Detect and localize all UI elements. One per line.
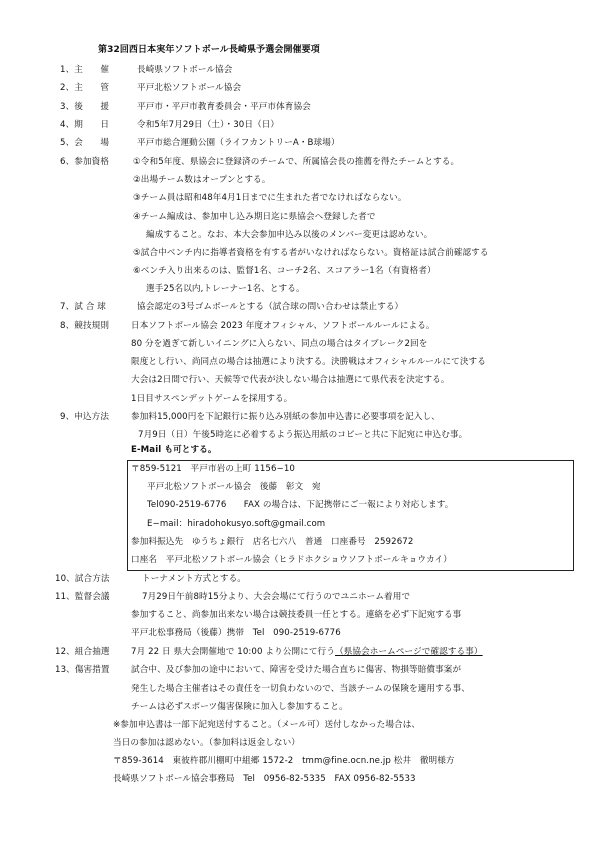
section-6-line: 編成すること。なお、本大会参加申込み以後のメンバー変更は認めない。 <box>146 230 433 240</box>
section-6-line: ①令和5年度、県協会に登録済のチームで、所属協会長の推薦を得たチームとする。 <box>133 157 460 167</box>
section-12-note: （県協会ホームページで確認する事） <box>335 647 483 657</box>
section-9-line: 参加料15,000円を下記銀行に振り込み別紙の参加申込書に必要事項を記入し、 <box>131 412 440 422</box>
section-6-line: ⑤試合中ベンチ内に指導者資格を有する者がいなければならない。資格証は試合前確認する <box>133 248 489 258</box>
section-8-line: 大会は2日間で行い、天候等で代表が決しない場合は抽選にて県代表を決定する。 <box>131 375 450 385</box>
section-13-line: 試合中、及び参加の途中において、障害を受けた場合直ちに傷害、物損等賠償事案が <box>131 665 462 675</box>
box-line: 〒859-5121 平戸市岩の上町 1156−10 <box>131 464 295 474</box>
section-10-text: トーナメント方式とする。 <box>142 574 246 584</box>
section-9-line: 7月9日（日）午後5時迄に必着するよう振込用紙のコピーと共に下記宛に申込む事。 <box>138 430 468 440</box>
box-line: 参加料振込先 ゆうちょ銀行 店名七六八 普通 口座番号 2592672 <box>131 537 414 547</box>
section-12-text: 7月 22 日 県大会開催地で 10:00 より公開にて行う <box>131 647 335 657</box>
section-11-line: 参加すること、尚参加出来ない場合は競技委員一任とする。連絡を必ず下記宛する事 <box>131 610 462 620</box>
footer-note: 当日の参加は認めない。（参加料は返金しない） <box>113 738 300 748</box>
section-5-label: 5、会 場 <box>60 138 110 148</box>
section-7-text: 協会認定の3号ゴムボールとする（試合球の問い合わせは禁止する） <box>137 302 404 312</box>
box-line: Tel090-2519-6776 FAX の場合は、下記携帯にご一報により対応します。 <box>147 500 454 510</box>
section-8-line: 限度とし行い、尚同点の場合は抽選により決する。決勝戦はオフィシャルルールにて決する <box>131 357 486 367</box>
section-3-text: 平戸市・平戸市教育委員会・平戸市体育協会 <box>137 102 311 112</box>
section-1-text: 長崎県ソフトボール協会 <box>137 65 233 75</box>
section-4-label: 4、期 日 <box>60 120 110 130</box>
section-6-line: ⑥ベンチ入り出来るのは、監督1名、コーチ2名、スコアラー1名（有資格者） <box>133 266 436 276</box>
section-7-label: 7、試 合 球 <box>60 302 107 312</box>
section-2-text: 平戸北松ソフトボール協会 <box>137 83 242 93</box>
section-13-line: チームは必ずスポーツ傷害保険に加入し参加すること。 <box>131 702 348 712</box>
box-line: 口座名 平戸北松ソフトボール協会（ヒラドホクショウソフトボールキョウカイ） <box>131 555 452 565</box>
section-5-text: 平戸市総合運動公園（ライフカントリーA・B球場） <box>137 138 340 148</box>
section-11-label: 11、監督会議 <box>55 592 110 602</box>
section-8-line: 日本ソフトボール協会 2023 年度オフィシャル、ソフトボールルールによる。 <box>131 321 435 331</box>
box-line: E−mail：hiradohokusyo.soft@gmail.com <box>147 519 326 529</box>
box-line: 平戸北松ソフトボール協会 後藤 彰文 宛 <box>147 482 321 492</box>
section-1-label: 1、主 催 <box>60 65 110 75</box>
section-6-line: ②出場チーム数はオープンとする。 <box>133 175 271 185</box>
section-6-line: ④チーム編成は、参加申し込み期日迄に県協会へ登録した者で <box>133 212 376 222</box>
page-title: 第32回西日本実年ソフトボール長崎県予選会開催要項 <box>98 45 320 55</box>
section-6-label: 6、参加資格 <box>60 157 110 167</box>
section-8-line: 80 分を過ぎて新しいイニングに入らない、同点の場合はタイブレーク2回を <box>131 339 428 349</box>
footer-address: 〒859-3614 東彼杵郡川棚町中組郷 1572-2 tmm@fine.ocn.ne.jp 松井 徹明様方 <box>113 756 455 766</box>
section-9-label: 9、申込方法 <box>60 412 110 422</box>
section-13-line: 発生した場合主催者はその責任を一切負わないので、当該チームの保険を適用する事、 <box>131 684 470 694</box>
section-3-label: 3、後 援 <box>60 102 110 112</box>
section-4-text: 令和5年7月29日（土）・30日（日） <box>137 120 280 130</box>
section-6-line: ③チーム員は昭和48年4月1日までに生まれた者でなければならない。 <box>133 193 407 203</box>
section-12-label: 12、組合抽選 <box>55 647 110 657</box>
section-8-label: 8、競技規則 <box>60 321 110 331</box>
email-note: E-Mail も可とする。 <box>131 445 217 455</box>
section-6-line: 選手25名以内,トレーナー1名、とする。 <box>146 284 305 294</box>
section-11-line: 7月29日午前8時15分より、大会会場にて行うのでユニホーム着用で <box>142 592 411 602</box>
section-10-label: 10、試合方法 <box>55 574 110 584</box>
section-11-line: 平戸北松事務局（後藤）携帯 Tel 090-2519-6776 <box>131 628 341 638</box>
section-8-line: 1日目サスペンデットゲームを採用する。 <box>131 394 293 404</box>
footer-office: 長崎県ソフトボール協会事務局 Tel 0956-82-5335 FAX 0956-82-5533 <box>113 774 416 784</box>
section-13-label: 13、傷害措置 <box>55 665 110 675</box>
footer-note: ※参加申込書は一部下記宛送付すること。（メール可）送付しなかった場合は、 <box>113 720 421 730</box>
section-2-label: 2、主 管 <box>60 83 110 93</box>
